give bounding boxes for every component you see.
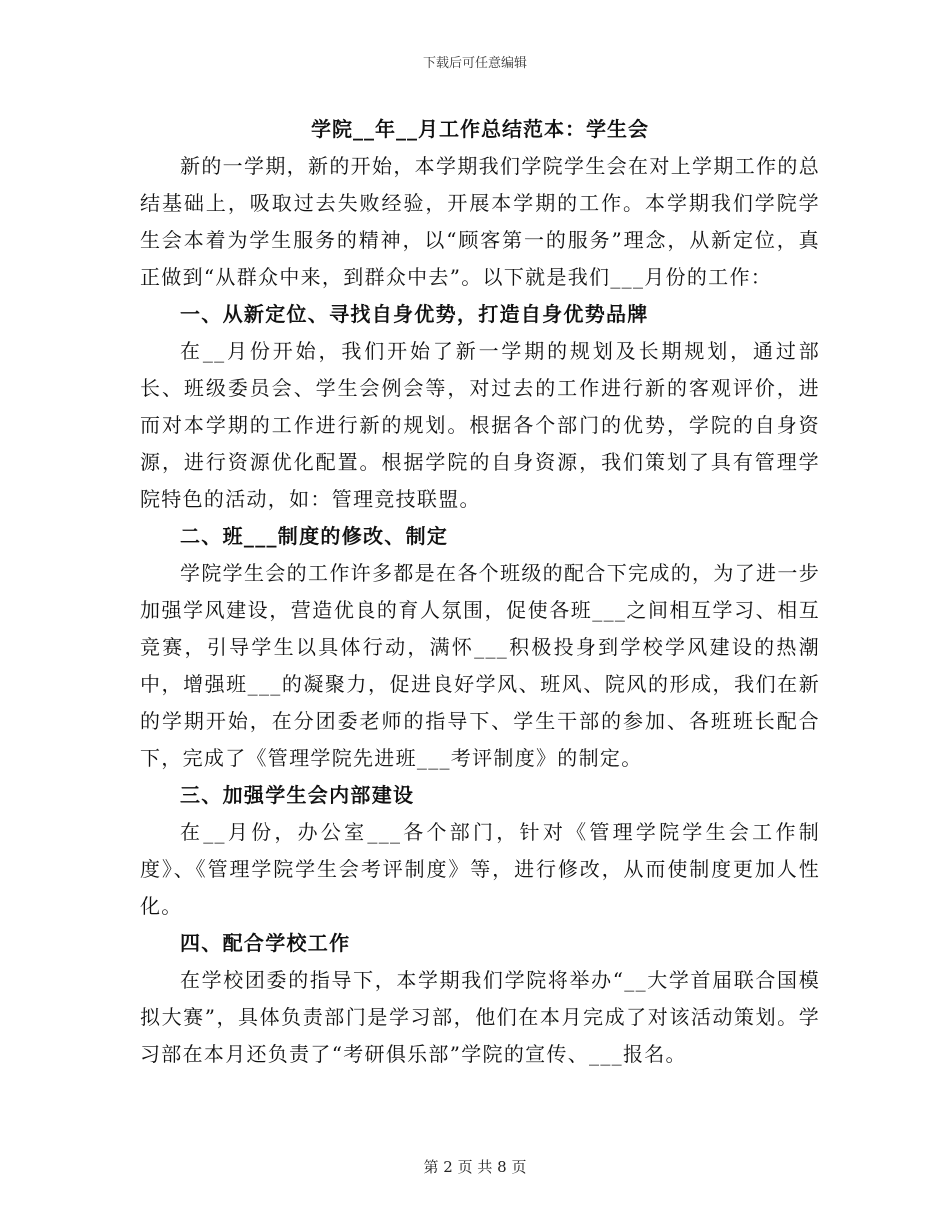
intro-paragraph: 新的一学期，新的开始，本学期我们学院学生会在对上学期工作的总结基础上，吸取过去失败经验，开展本学期的工作。本学期我们学院学生会本着为学生服务的精神，以“顾客第一的服务”理念，从新定位，真正做到“从群众中来，到群众中去”。以下就是我们___月份的工作： [140,154,820,289]
section-3 [140,777,820,925]
section-body: 在__月份开始，我们开始了新一学期的规划及长期规划，通过部长、班级委员会、学生会例会等，对过去的工作进行新的客观评价，进而对本学期的工作进行新的规划。根据各个部门的优势，学院的自身资源，进行资源优化配置。根据学院的自身资源，我们策划了具有管理学院特色的活动，如：管理竞技联盟。 [140,339,820,511]
document-title: 学院__年__月工作总结范本：学生会 [311,117,649,141]
page-number: 第 2 页 共 8 页 [423,1158,527,1176]
section-1 [140,296,820,518]
section-body: 学院学生会的工作许多都是在各个班级的配合下完成的，为了进一步加强学风建设，营造优良的育人氛围，促使各班___之间相互学习、相互竞赛，引导学生以具体行动，满怀___积极投身到学校学风建设的热潮中，增强班___的凝聚力，促进良好学风、班风、院风的形成，我们在新的学期开始，在分团委老师的指导下、学生干部的参加、各班班长配合下，完成了《管理学院先进班___考评制度》的制定。 [140,561,820,770]
section-2 [140,518,820,777]
section-4 [140,925,820,1073]
section-body: 在__月份，办公室___各个部门，针对《管理学院学生会工作制度》、《管理学院学生会考评制度》等，进行修改，从而使制度更加人性化。 [140,820,820,918]
section-heading: 二、班___制度的修改、制定 [180,524,449,548]
section-heading: 三、加强学生会内部建设 [180,783,415,807]
document-body [140,111,820,1073]
page-header: 下载后可任意编辑 [422,56,527,71]
section-body: 在学校团委的指导下，本学期我们学院将举办“__大学首届联合国模拟大赛”，具体负责部门是学习部，他们在本月完成了对该活动策划。学习部在本月还负责了“考研俱乐部”学院的宣传、___报名。 [140,968,820,1066]
section-heading: 一、从新定位、寻找自身优势，打造自身优势品牌 [180,302,649,326]
section-heading: 四、配合学校工作 [180,931,351,955]
